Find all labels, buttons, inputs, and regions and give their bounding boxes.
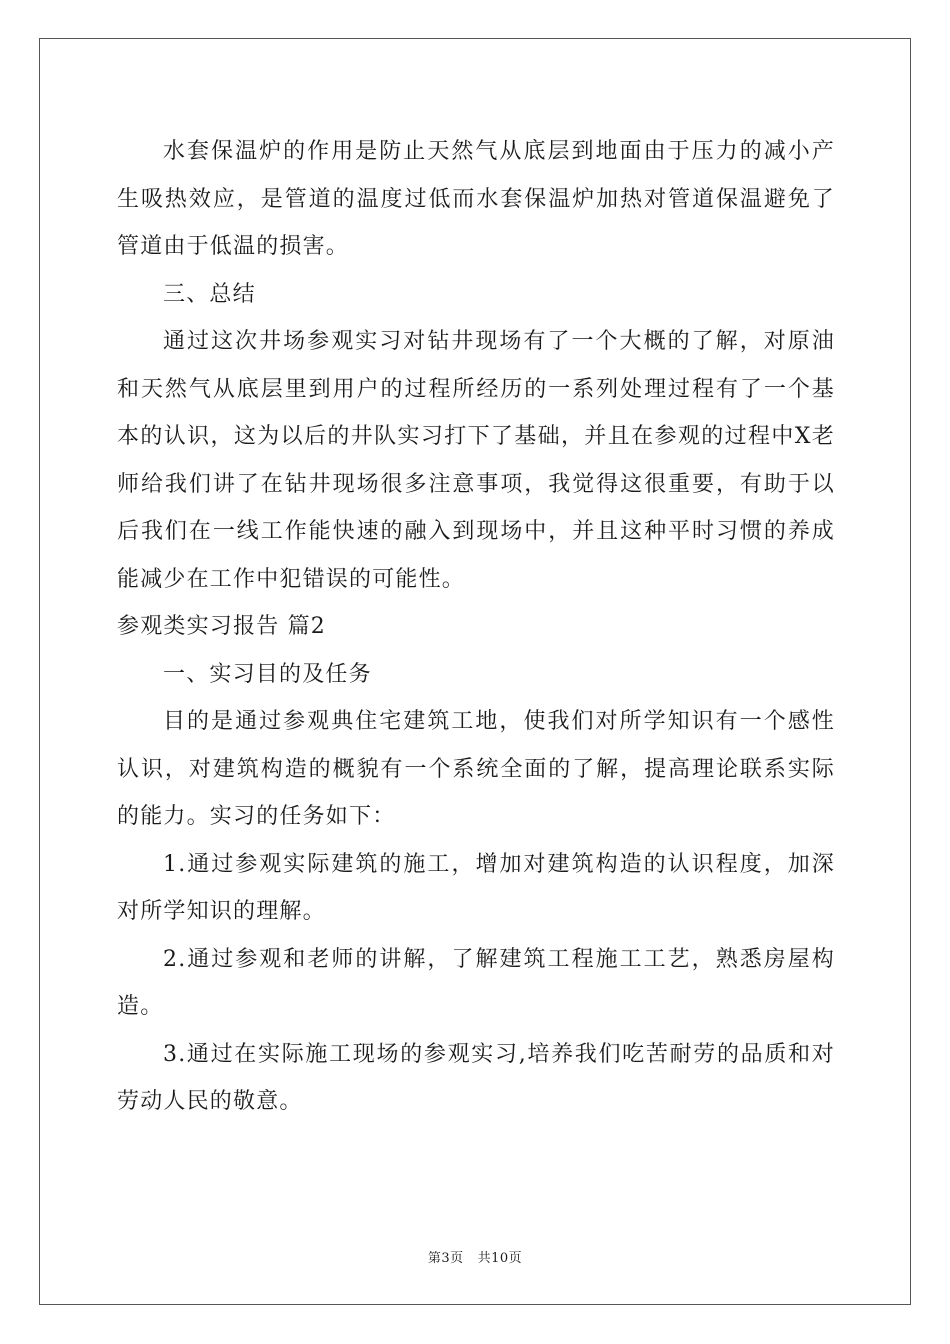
list-item-task-2: 2.通过参观和老师的讲解，了解建筑工程施工工艺，熟悉房屋构造。 [117, 946, 835, 1019]
document-body [117, 128, 835, 1126]
paragraph-water-jacket-heater: 水套保温炉的作用是防止天然气从底层到地面由于压力的减小产生吸热效应，是管道的温度过低而水套保温炉加热对管道保温避免了管道由于低温的损害。 [117, 139, 835, 259]
list-item-task-3: 3.通过在实际施工现场的参观实习,培养我们吃苦耐劳的品质和对劳动人民的敬意。 [117, 1041, 835, 1114]
list-item-task-1: 1.通过参观实际建筑的施工，增加对建筑构造的认识程度，加深对所学知识的理解。 [117, 851, 835, 924]
heading-purpose-and-tasks: 一、实习目的及任务 [163, 661, 372, 687]
page-footer [0, 1247, 950, 1266]
page-number: 第3页 [427, 1251, 464, 1266]
heading-summary: 三、总结 [163, 281, 256, 307]
paragraph-summary: 通过这次井场参观实习对钻井现场有了一个大概的了解，对原油和天然气从底层里到用户的过程所经历的一系列处理过程有了一个基本的认识，这为以后的井队实习打下了基础，并且在参观的过程中X老师给我们讲了在钻井现场很多注意事项，我觉得这很重要，有助于以后我们在一线工作能快速的融入到现场中，并且这种平时习惯的养成能减少在工作中犯错误的可能性。 [117, 329, 835, 592]
section-title-report-2: 参观类实习报告 篇2 [117, 614, 326, 639]
page-total: 共10页 [477, 1251, 523, 1266]
paragraph-purpose: 目的是通过参观典住宅建筑工地，使我们对所学知识有一个感性认识，对建筑构造的概貌有一个系统全面的了解，提高理论联系实际的能力。实习的任务如下： [117, 709, 835, 829]
